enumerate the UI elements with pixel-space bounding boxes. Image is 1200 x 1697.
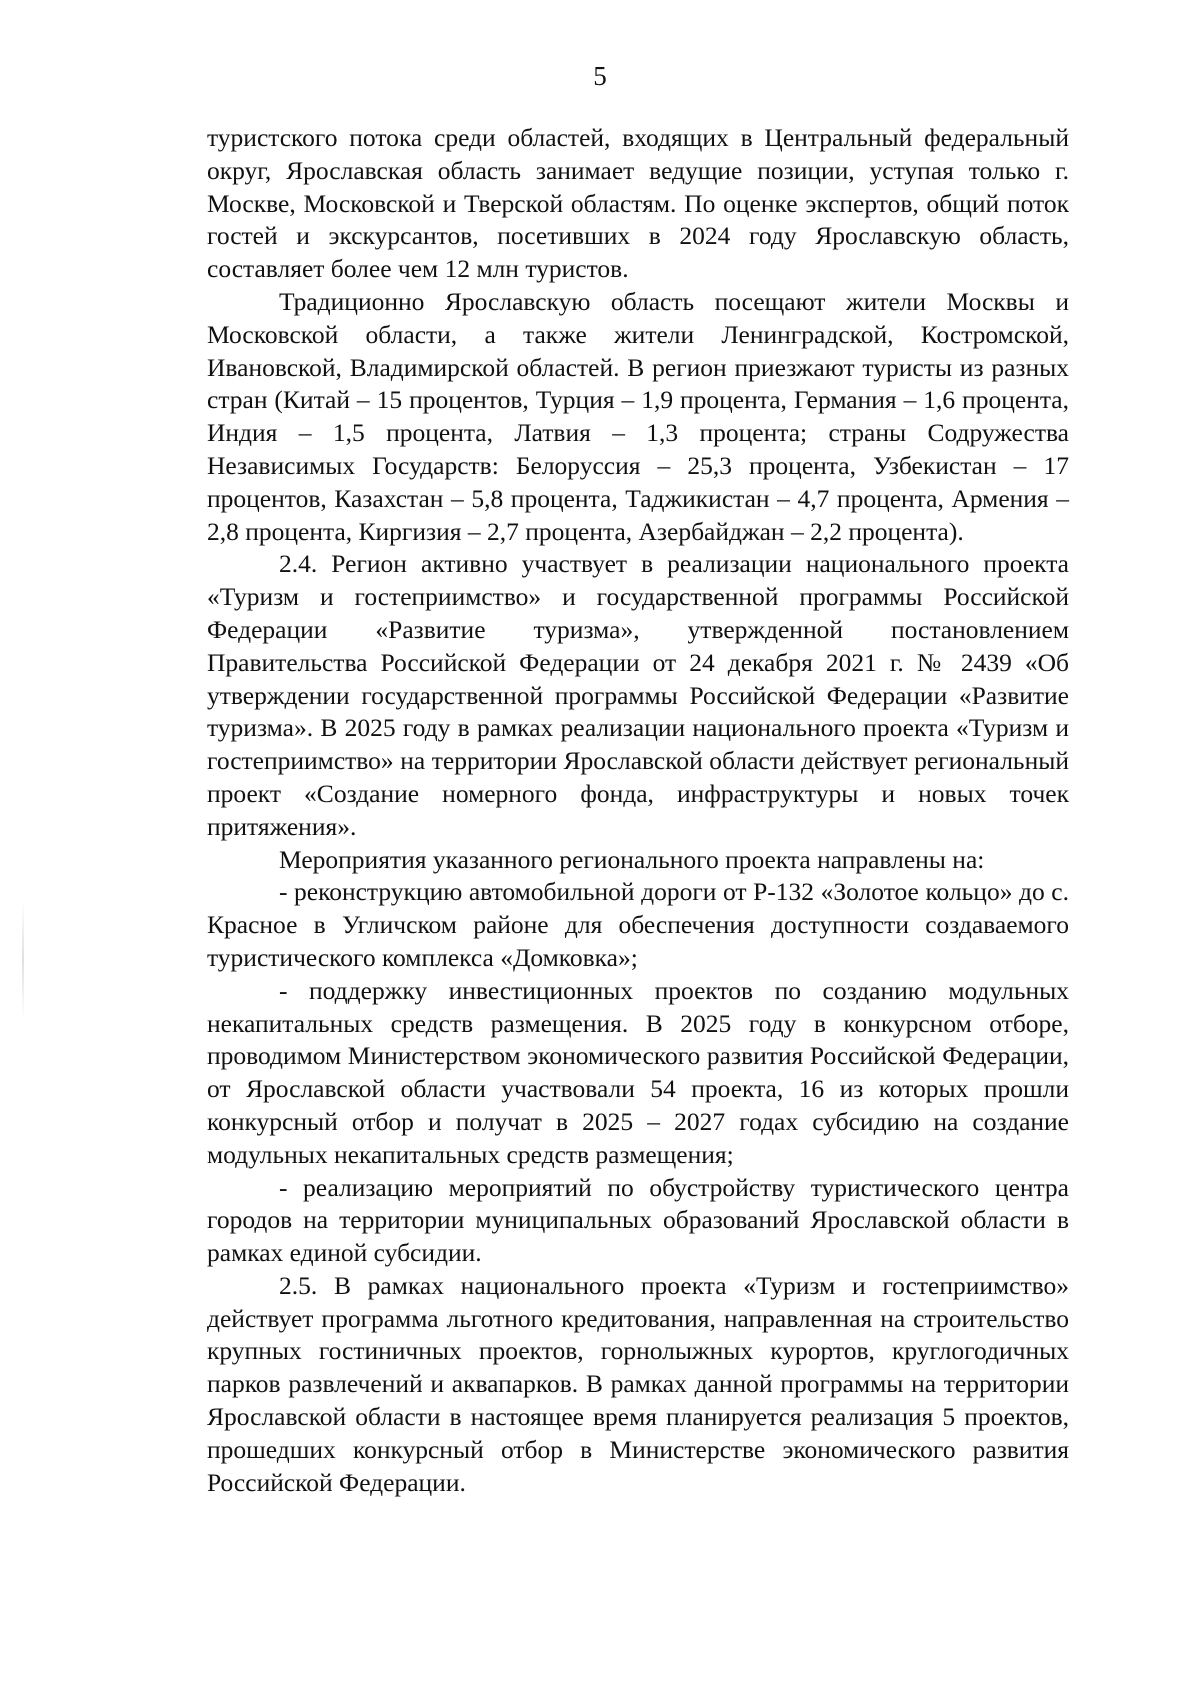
paragraph-visitor-origins: Традиционно Ярославскую область посещают жители Москвы и Московской области, а также жители Ленинградской, Костромской, Ивановской, Владимирской областей. В регион приезжают туристы из разных стран (Китай – 15 процентов, Турция – 1,9 процента, Германия – 1,6 процента, Индия – 1,5 процента, Латвия – 1,3 процента; страны Содружества Независимых Государств: Белоруссия – 25,3 процента, Узбекистан – 17 процентов, Казахстан – 5,8 процента, Таджикистан – 4,7 процента, Армения – 2,8 процента, Киргизия – 2,7 процента, Азербайджан – 2,2 процента).: [207, 286, 1069, 546]
paragraph-section-2-4: 2.4. Регион активно участвует в реализации национального проекта «Туризм и гостеприимство» и государственной программы Российской Федерации «Развитие туризма», утвержденной постановлением Правительства Российской Федерации от 24 декабря 2021 г. № 2439 «Об утверждении государственной программы Российской Федерации «Развитие туризма». В 2025 году в рамках реализации национального проекта «Туризм и гостеприимство» на территории Ярославской области действует региональный проект «Создание номерного фонда, инфраструктуры и новых точек притяжения».: [207, 549, 1069, 841]
list-item-road-reconstruction: - реконструкцию автомобильной дороги от Р-132 «Золотое кольцо» до с. Красное в Угличском районе для обеспечения доступности создаваемого туристического комплекса «Домковка»;: [207, 877, 1069, 972]
paragraph-measures-intro: Мероприятия указанного регионального проекта направлены на:: [279, 844, 985, 874]
list-item-investment-support: - поддержку инвестиционных проектов по созданию модульных некапитальных средств размещения. В 2025 году в конкурсном отборе, проводимом Министерством экономического развития Российской Федерации, от Ярославской области участвовали 54 проекта, 16 из которых прошли конкурсный отбор и получат в 2025 – 2027 годах субсидию на создание модульных некапитальных средств размещения;: [207, 975, 1069, 1169]
paragraph-tourist-flow: туристского потока среди областей, входящих в Центральный федеральный округ, Ярославская область занимает ведущие позиции, уступая только г. Москве, Московской и Тверской областям. По оценке экспертов, общий поток гостей и экскурсантов, посетивших в 2024 году Ярославскую область, составляет более чем 12 млн туристов.: [207, 123, 1069, 284]
paragraph-section-2-5: 2.5. В рамках национального проекта «Туризм и гостеприимство» действует программа льготного кредитования, направленная на строительство крупных гостиничных проектов, горнолыжных курортов, круглогодичных парков развлечений и аквапарков. В рамках данной программы на территории Ярославской области в настоящее время планируется реализация 5 проектов, прошедших конкурсный отбор в Министерстве экономического развития Российской Федерации.: [207, 1270, 1069, 1497]
page-number: 5: [593, 61, 607, 91]
scan-artifact: [22, 900, 24, 1020]
list-item-tourist-center: - реализацию мероприятий по обустройству туристического центра городов на территории муниципальных образований Ярославской области в рамках единой субсидии.: [207, 1172, 1069, 1268]
document-body: [207, 122, 1069, 1499]
